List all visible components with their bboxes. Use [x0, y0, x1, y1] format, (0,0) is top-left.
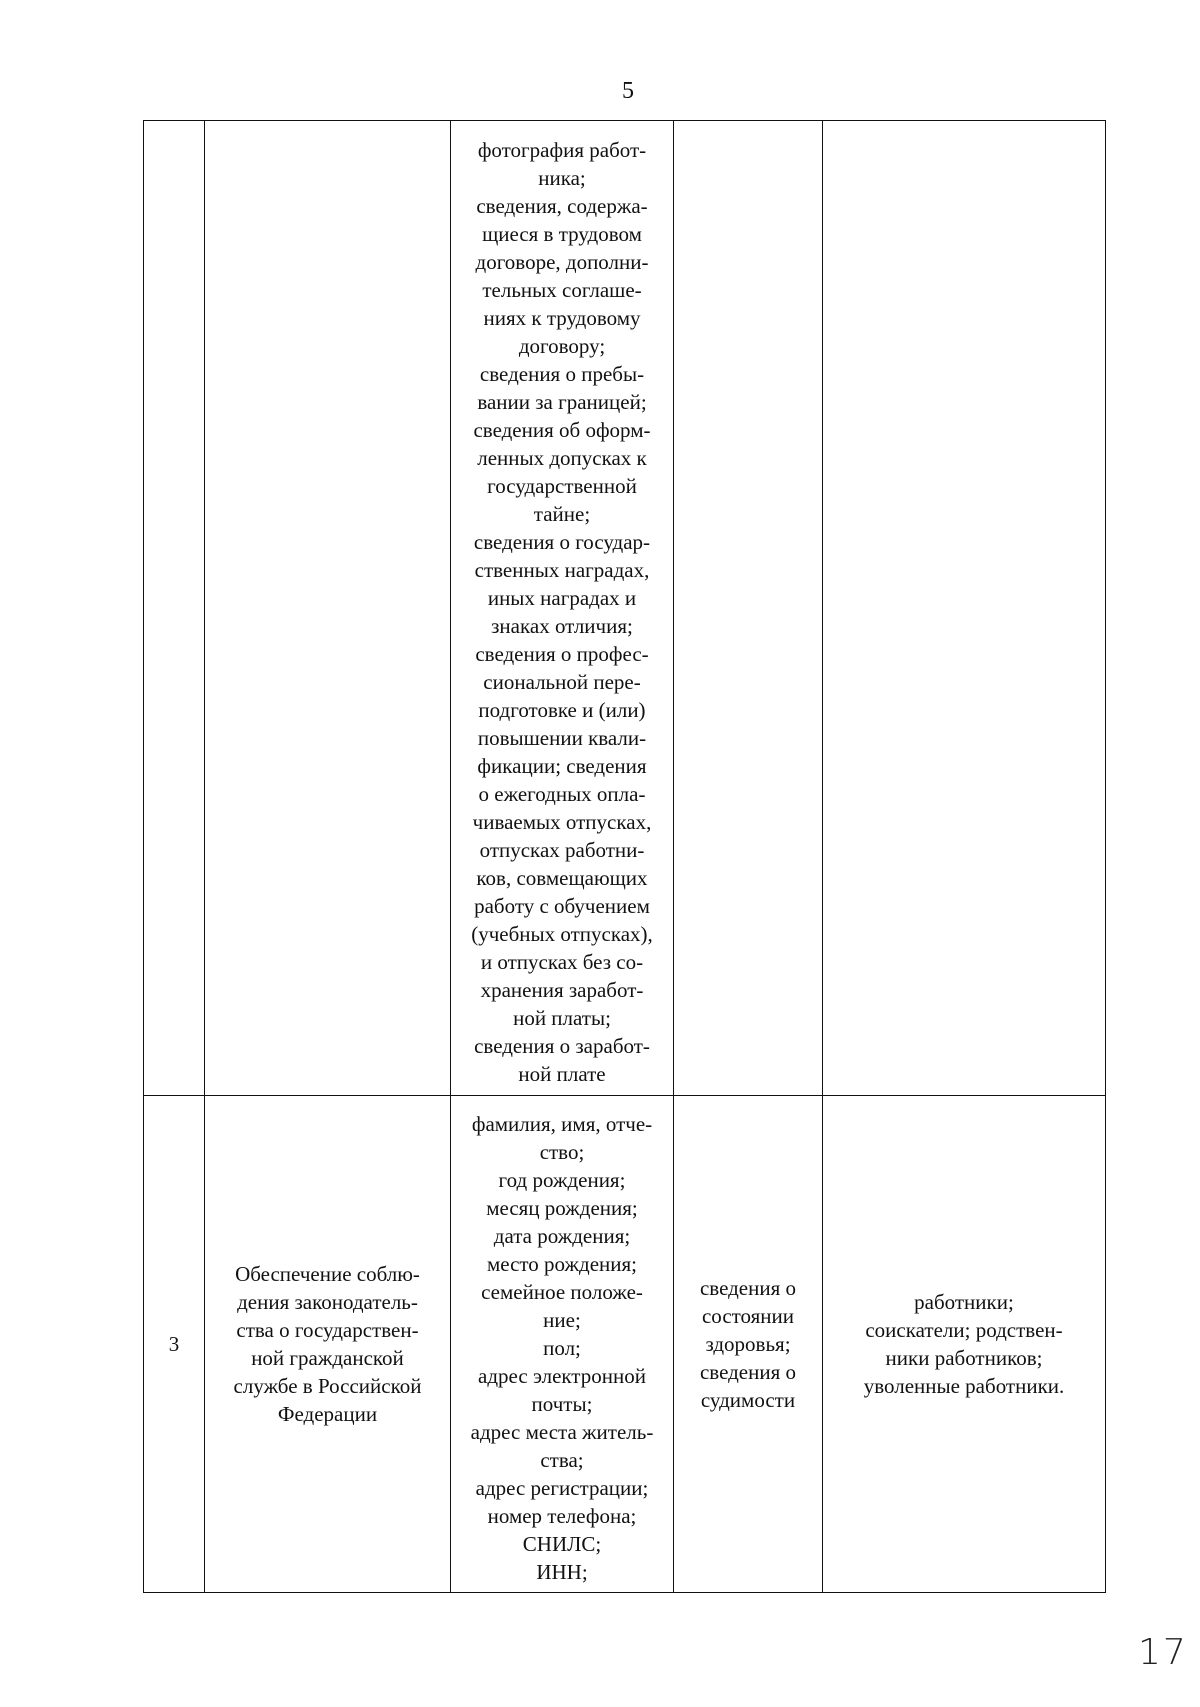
text-line: (учебных отпусках),	[471, 921, 653, 946]
text-line: сведения об оформ-	[473, 417, 651, 442]
text-line: ной платы;	[513, 1005, 611, 1030]
text-line: почты;	[531, 1392, 593, 1416]
text-line: Обеспечение соблю-	[235, 1262, 420, 1286]
cell-personal-data-list	[451, 1096, 674, 1593]
text-line: знаках отличия;	[491, 613, 633, 638]
text-line: сведения о пребы-	[479, 361, 645, 386]
text-line: сведения о	[699, 1276, 797, 1300]
text-line: отпусках работни-	[479, 837, 645, 862]
handwritten-sheet-number: 17	[1138, 1632, 1188, 1673]
text-line: сведения о профес-	[475, 641, 649, 666]
text-line: службе в Российской	[233, 1374, 422, 1398]
cell-special-categories	[674, 121, 823, 1096]
cell-data-subjects	[823, 121, 1106, 1096]
text-line: семейное положе-	[481, 1280, 643, 1304]
text-line: дата рождения;	[493, 1224, 631, 1248]
cell-processing-purpose	[205, 1096, 451, 1593]
text-line: фикации; сведения	[477, 753, 647, 778]
cell-special-categories	[674, 1096, 823, 1593]
text-line: работу с обучением	[474, 893, 650, 918]
text-line: адрес регистрации;	[475, 1476, 649, 1500]
text-line: Федерации	[277, 1402, 378, 1426]
text-line: ство;	[539, 1140, 585, 1164]
text-line: договоре, дополни-	[475, 249, 649, 274]
cell-processing-purpose	[205, 121, 451, 1096]
text-line: вании за границей;	[477, 389, 647, 414]
text-line: здоровья;	[705, 1332, 791, 1356]
text-line: ИНН;	[536, 1560, 588, 1584]
text-line: номер телефона;	[487, 1504, 637, 1528]
text-line: сведения о государ-	[473, 529, 651, 554]
text-line: месяц рождения;	[486, 1196, 638, 1220]
text-line: дения законодатель-	[237, 1290, 418, 1314]
text-line: ниях к трудовому	[483, 305, 641, 330]
text-line: и отпусках без со-	[480, 949, 644, 974]
text-line: хранения заработ-	[480, 977, 644, 1002]
text-line: адрес электронной	[478, 1364, 646, 1388]
text-line: ной гражданской	[251, 1346, 404, 1370]
text-line: тайне;	[533, 501, 591, 526]
text-line: ной плате	[518, 1061, 606, 1086]
text-line: подготовке и (или)	[478, 697, 646, 722]
text-line: судимости	[700, 1388, 796, 1412]
cell-row-number: 3	[144, 1096, 205, 1593]
text-line: ства;	[540, 1448, 584, 1472]
text-line: место рождения;	[486, 1252, 638, 1276]
text-line: сиональной пере-	[483, 669, 641, 694]
text-line: тельных соглаше-	[482, 277, 642, 302]
text-line: соискатели; родствен-	[865, 1318, 1063, 1342]
text-line: ники работников;	[885, 1346, 1043, 1370]
text-line: фотография работ-	[477, 137, 647, 162]
text-line: сведения о заработ-	[474, 1033, 650, 1058]
text-line: договору;	[518, 333, 606, 358]
page-number: 5	[622, 78, 634, 104]
text-line: щиеся в трудовом	[482, 221, 642, 246]
text-line: адрес места житель-	[470, 1420, 654, 1444]
text-line: о ежегодных опла-	[478, 781, 646, 806]
text-line: иных наградах и	[487, 585, 637, 610]
cell-data-subjects	[823, 1096, 1106, 1593]
text-line: ленных допусках к	[477, 445, 647, 470]
text-line: повышении квали-	[477, 725, 647, 750]
text-line: ства о государствен-	[236, 1318, 419, 1342]
text-line: сведения о	[699, 1360, 797, 1384]
text-line: государственной	[487, 473, 637, 498]
text-line: пол;	[543, 1336, 581, 1360]
text-line: фамилия, имя, отче-	[471, 1112, 653, 1136]
text-line: сведения, содержа-	[476, 193, 648, 218]
text-line: чиваемых отпусках,	[472, 809, 652, 834]
cell-personal-data-list	[451, 121, 674, 1096]
table-row-continued	[144, 121, 1106, 1096]
text-line: СНИЛС;	[522, 1532, 602, 1556]
cell-row-number	[144, 121, 205, 1096]
text-line: состоянии	[701, 1304, 795, 1328]
personal-data-table	[143, 120, 1106, 1593]
text-line: ственных наградах,	[474, 557, 650, 582]
text-line: год рождения;	[498, 1168, 626, 1192]
text-line: уволенные работники.	[863, 1374, 1065, 1398]
text-line: ника;	[538, 165, 586, 190]
text-line: ние;	[543, 1308, 581, 1332]
text-line: ков, совмещающих	[476, 865, 648, 890]
text-line: работники;	[914, 1290, 1014, 1314]
table-row-3	[144, 1096, 1106, 1593]
